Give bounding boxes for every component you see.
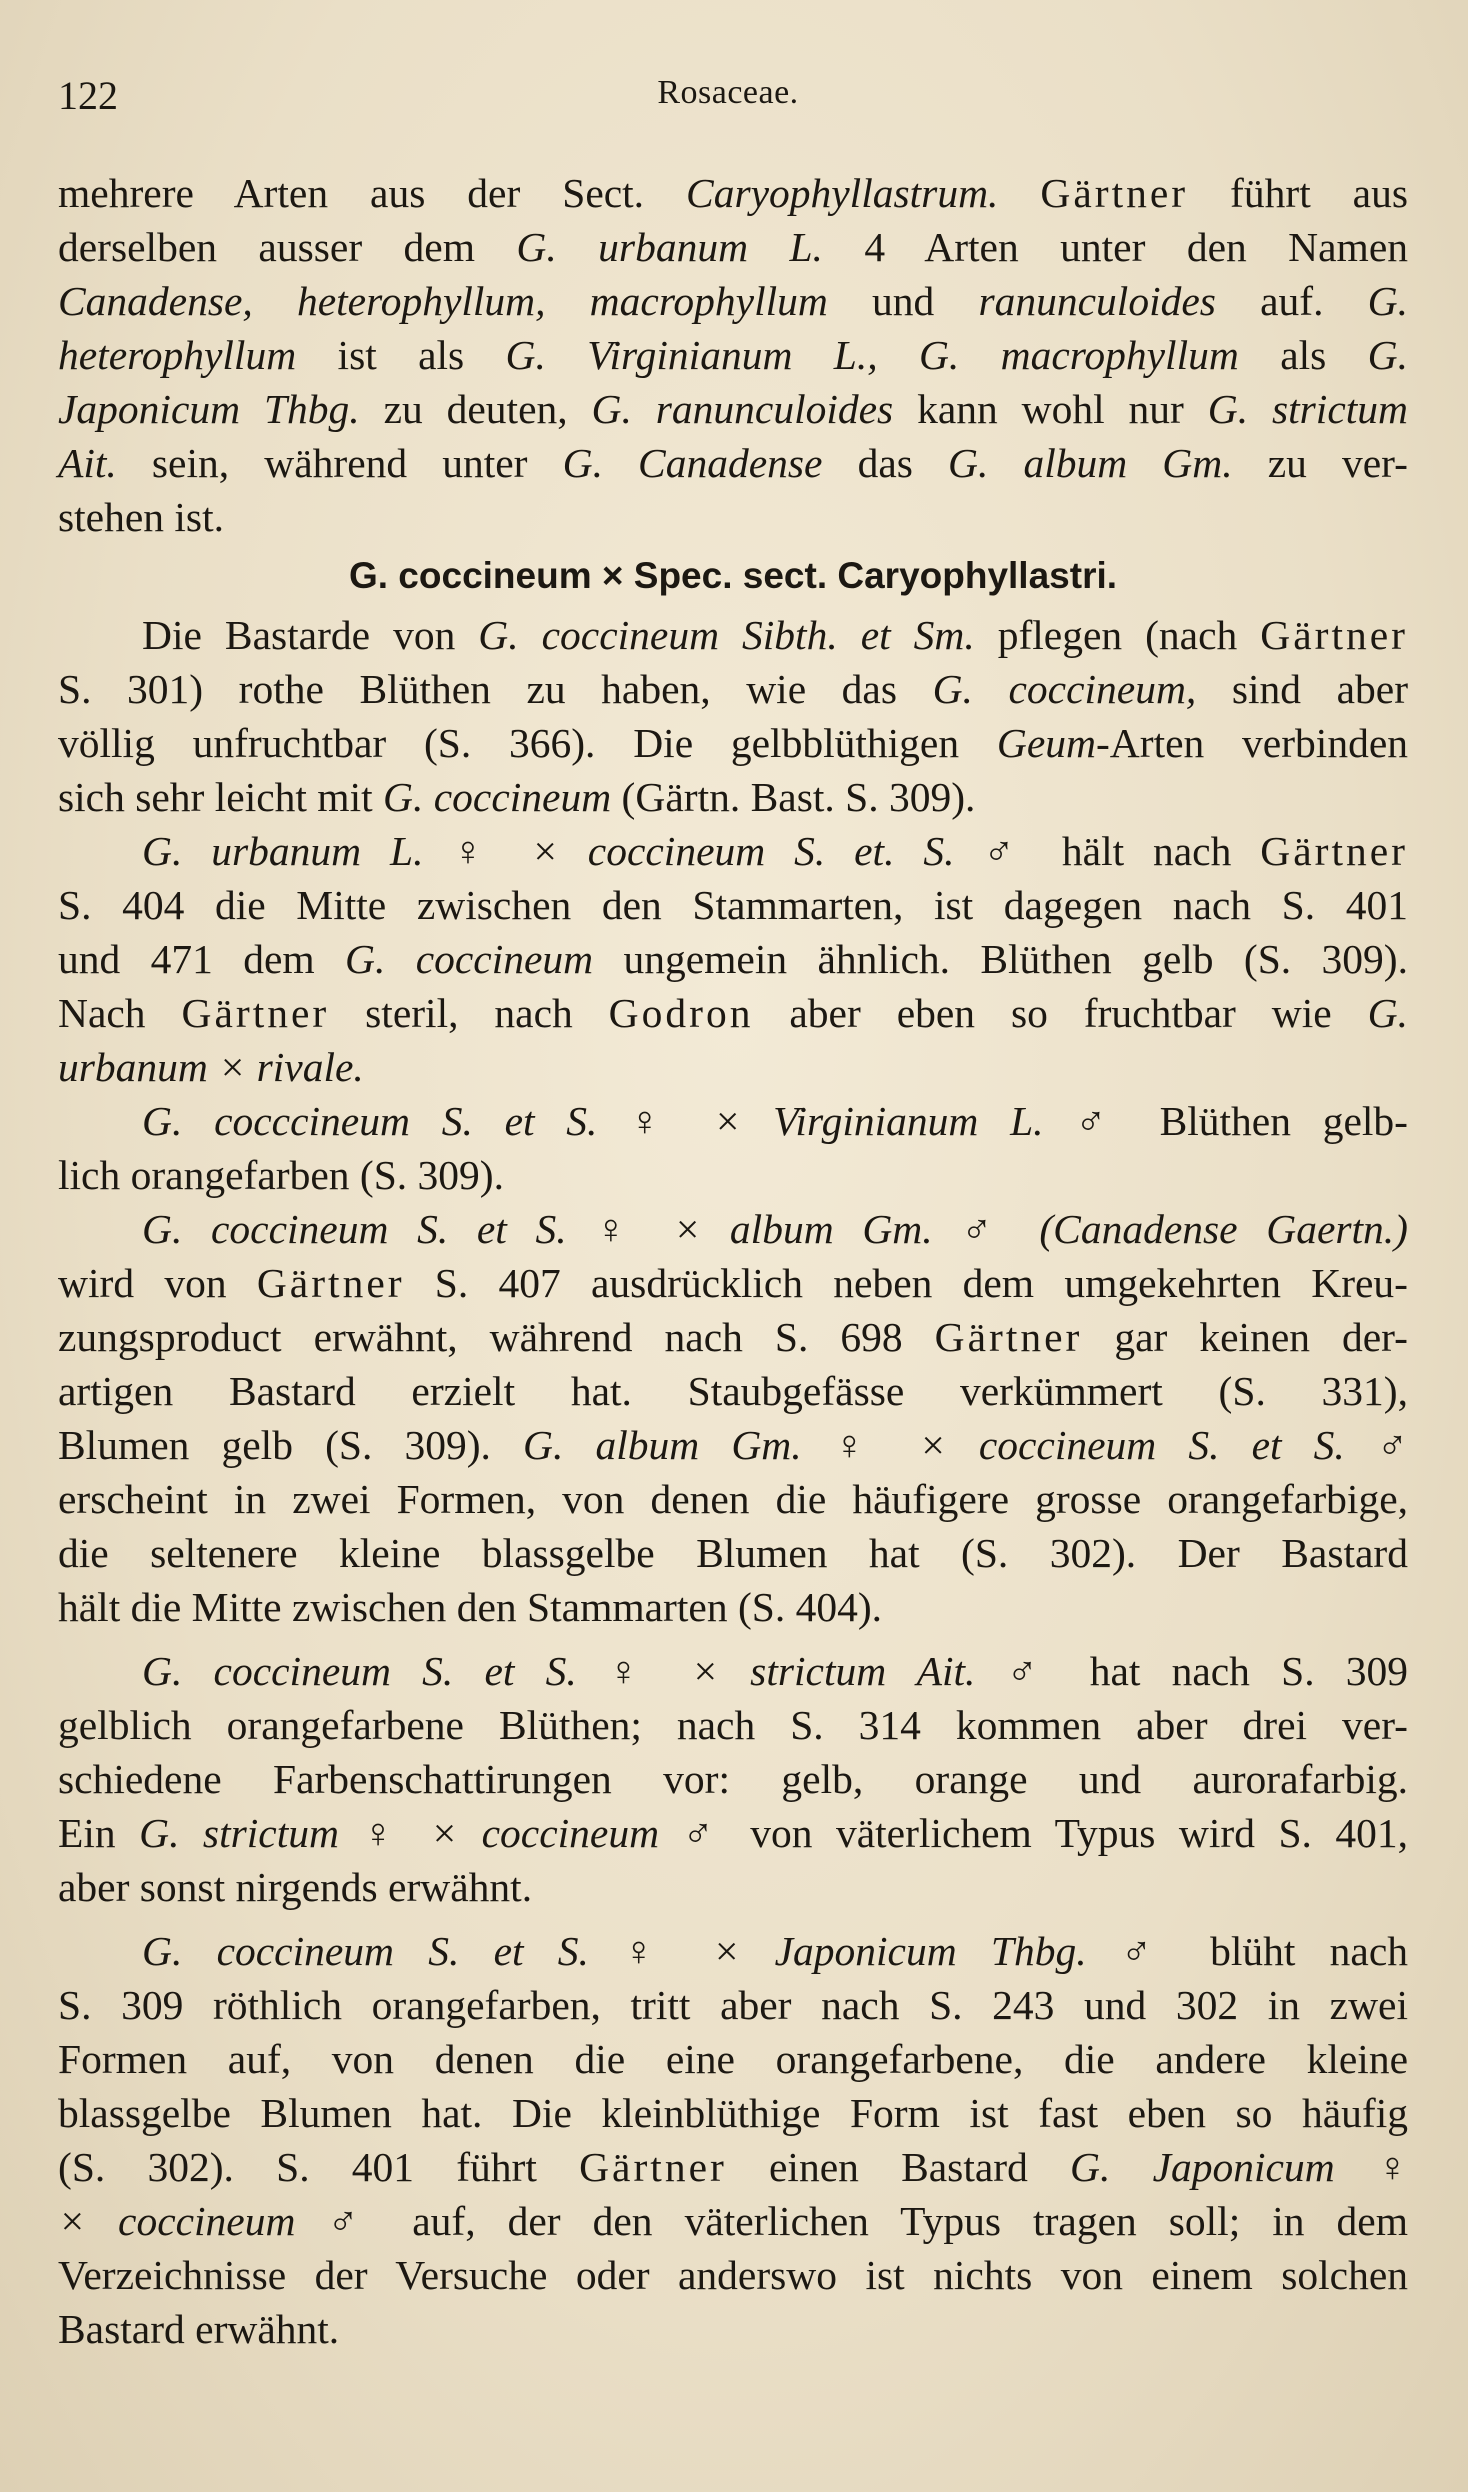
text-run: Godron bbox=[608, 990, 754, 1036]
text-run: schiedene Farbenschattirungen vor: gelb, orange und aurorafarbig. bbox=[58, 1756, 1408, 1802]
text-run: -Arten verbinden bbox=[1095, 720, 1408, 766]
text-run: G. bbox=[1367, 278, 1408, 324]
text-line bbox=[58, 382, 1408, 436]
text-run: (S. 302). S. 401 führt bbox=[58, 2144, 580, 2190]
text-run: Geum bbox=[996, 720, 1096, 766]
text-run: lich orangefarben (S. 309). bbox=[58, 1152, 504, 1198]
text-run: G. album Gm. bbox=[948, 440, 1233, 486]
text-run: G. cocccineum S. et S. ♀ × Virginianum L. ♂ bbox=[142, 1098, 1128, 1144]
text-run: G. coccineum × Spec. sect. Caryophyllastri. bbox=[348, 555, 1118, 596]
text-run: G. bbox=[1367, 990, 1408, 1036]
text-run: erscheint in zwei Formen, von denen die häufigere grosse orangefarbige, bbox=[58, 1476, 1408, 1522]
text-run: hält die Mitte zwischen den Stammarten (S. 404). bbox=[58, 1584, 883, 1630]
text-line bbox=[58, 1580, 1408, 1634]
text-line bbox=[58, 490, 1408, 544]
text-line bbox=[58, 824, 1408, 878]
text-run: derselben ausser dem bbox=[58, 224, 517, 270]
text-line bbox=[58, 1040, 1408, 1094]
text-run: G. Canadense bbox=[562, 440, 823, 486]
text-run bbox=[998, 170, 1040, 216]
text-line bbox=[58, 662, 1408, 716]
text-line bbox=[58, 1202, 1408, 1256]
text-run: führt aus bbox=[1188, 170, 1408, 216]
text-run: G. coccineum S. et S. ♀ × Japonicum Thbg. ♂ bbox=[142, 1928, 1176, 1974]
text-run: G. coccineum S. et S. ♀ × strictum Ait. ♂ bbox=[142, 1648, 1059, 1694]
text-run: gar keinen der- bbox=[1082, 1314, 1408, 1360]
text-run: × coccineum ♂ bbox=[58, 2198, 381, 2244]
text-run: Nach bbox=[58, 990, 182, 1036]
text-run: hat nach S. 309 bbox=[1058, 1648, 1408, 1694]
text-run: sein, während unter bbox=[116, 440, 563, 486]
text-line bbox=[58, 1860, 1408, 1914]
text-line bbox=[58, 1978, 1408, 2032]
text-run: G. bbox=[1367, 332, 1408, 378]
text-line bbox=[58, 328, 1408, 382]
text-line bbox=[58, 932, 1408, 986]
text-run: und bbox=[827, 278, 979, 324]
text-run: G. strictum bbox=[1207, 386, 1409, 432]
text-run: hält nach bbox=[1033, 828, 1261, 874]
page-number: 122 bbox=[58, 73, 118, 118]
text-run: kann wohl nur bbox=[893, 386, 1208, 432]
text-run: ungemein ähnlich. Blüthen gelb (S. 309). bbox=[593, 936, 1408, 982]
text-line bbox=[58, 2140, 1408, 2194]
text-run: Gärtner bbox=[1260, 612, 1408, 658]
text-run: Gärtner bbox=[934, 1314, 1083, 1360]
text-line bbox=[58, 1644, 1408, 1698]
text-line bbox=[58, 220, 1408, 274]
text-run: Blüthen gelb- bbox=[1127, 1098, 1408, 1144]
text-run: als bbox=[1238, 332, 1368, 378]
text-line bbox=[58, 2194, 1408, 2248]
text-run: Gärtner bbox=[181, 990, 330, 1036]
text-run: aber sonst nirgends erwähnt. bbox=[58, 1864, 533, 1910]
text-run: Ein bbox=[58, 1810, 140, 1856]
text-run: G. urbanum L. ♀ × coccineum S. et. S. ♂ bbox=[142, 828, 1033, 874]
text-run: mehrere Arten aus der Sect. bbox=[58, 170, 687, 216]
text-line bbox=[58, 1472, 1408, 1526]
text-run: einen Bastard bbox=[726, 2144, 1071, 2190]
text-run: aber eben so fruchtbar wie bbox=[753, 990, 1368, 1036]
text-line bbox=[58, 716, 1408, 770]
text-line bbox=[58, 436, 1408, 490]
text-line bbox=[58, 1418, 1408, 1472]
text-run: Japonicum Thbg. bbox=[58, 386, 360, 432]
text-run: G. Japonicum ♀ bbox=[1070, 2144, 1408, 2190]
text-run: völlig unfruchtbar (S. 366). Die gelbblüthigen bbox=[58, 720, 997, 766]
text-run: Formen auf, von denen die eine orangefarbene, die andere kleine bbox=[58, 2036, 1408, 2082]
text-run: zungsproduct erwähnt, während nach S. 698 bbox=[58, 1314, 935, 1360]
text-line bbox=[58, 1256, 1408, 1310]
text-line bbox=[58, 1526, 1408, 1580]
text-run: auf. bbox=[1215, 278, 1368, 324]
section-heading bbox=[58, 546, 1408, 604]
text-run: artigen Bastard erzielt hat. Staubgefässe verkümmert (S. 331), bbox=[58, 1368, 1408, 1414]
text-run: sind aber bbox=[1196, 666, 1409, 712]
text-run: Gärtner bbox=[1040, 170, 1189, 216]
text-run: steril, nach bbox=[329, 990, 609, 1036]
text-line bbox=[58, 1698, 1408, 1752]
text-line bbox=[58, 2086, 1408, 2140]
text-run: sich sehr leicht mit bbox=[58, 774, 384, 820]
text-run: S. 309 röthlich orangefarben, tritt aber nach S. 243 und 302 in zwei bbox=[58, 1982, 1408, 2028]
text-run: Caryophyllastrum. bbox=[686, 170, 999, 216]
text-line bbox=[58, 274, 1408, 328]
text-run: Verzeichnisse der Versuche oder anderswo ist nichts von einem solchen bbox=[58, 2252, 1408, 2298]
text-run: G. album Gm. ♀ × coccineum S. et S. ♂ bbox=[523, 1422, 1408, 1468]
text-run: wird von bbox=[58, 1260, 257, 1306]
text-run: S. 301) rothe Blüthen zu haben, wie das bbox=[58, 666, 933, 712]
text-run: Canadense, heterophyllum, macrophyllum bbox=[58, 278, 828, 324]
text-run: G. ranunculoides bbox=[591, 386, 894, 432]
text-run: Ait. bbox=[58, 440, 117, 486]
text-line bbox=[58, 608, 1408, 662]
text-run: ist als bbox=[296, 332, 506, 378]
text-line bbox=[58, 1924, 1408, 1978]
text-line bbox=[58, 1148, 1408, 1202]
text-run: blassgelbe Blumen hat. Die kleinblüthige Form ist fast eben so häufig bbox=[58, 2090, 1408, 2136]
text-run: pflegen (nach bbox=[974, 612, 1261, 658]
text-line bbox=[58, 1752, 1408, 1806]
page-header bbox=[58, 72, 1398, 132]
text-run: Gärtner bbox=[1260, 828, 1408, 874]
text-run: G. coccineum bbox=[383, 774, 612, 820]
text-run: (Gärtn. Bast. S. 309). bbox=[611, 774, 976, 820]
text-run: urbanum × rivale. bbox=[58, 1044, 364, 1090]
text-run: G. strictum ♀ × coccineum ♂ bbox=[139, 1810, 727, 1856]
text-run: die seltenere kleine blassgelbe Blumen hat (S. 302). Der Bastard bbox=[58, 1530, 1408, 1576]
text-run: stehen ist. bbox=[58, 494, 224, 540]
text-run: und 471 dem bbox=[58, 936, 345, 982]
text-run: Gärtner bbox=[579, 2144, 727, 2190]
text-run: G. coccineum bbox=[345, 936, 594, 982]
text-line bbox=[58, 166, 1408, 220]
text-run: Bastard erwähnt. bbox=[58, 2306, 340, 2352]
text-run: G. coccineum Sibth. et Sm. bbox=[478, 612, 975, 658]
text-line bbox=[58, 1806, 1408, 1860]
text-run: gelblich orangefarbene Blüthen; nach S. 314 kommen aber drei ver- bbox=[58, 1702, 1408, 1748]
text-line bbox=[58, 2302, 1408, 2356]
text-line bbox=[58, 1094, 1408, 1148]
text-line bbox=[58, 2032, 1408, 2086]
text-line bbox=[58, 1364, 1408, 1418]
text-line bbox=[58, 986, 1408, 1040]
text-run: das bbox=[822, 440, 948, 486]
text-line bbox=[58, 2248, 1408, 2302]
text-run: blüht nach bbox=[1175, 1928, 1408, 1974]
text-run: heterophyllum bbox=[58, 332, 297, 378]
text-line bbox=[58, 1310, 1408, 1364]
text-run: S. 407 ausdrücklich neben dem umgekehrten Kreu- bbox=[404, 1260, 1409, 1306]
text-run: G. urbanum L. bbox=[516, 224, 823, 270]
text-line bbox=[58, 878, 1408, 932]
body-text bbox=[58, 166, 1408, 2356]
text-run: Gärtner bbox=[256, 1260, 405, 1306]
text-run: G. coccineum, bbox=[932, 666, 1197, 712]
text-line bbox=[58, 770, 1408, 824]
text-run: von väterlichem Typus wird S. 401, bbox=[726, 1810, 1408, 1856]
running-head: Rosaceae. bbox=[657, 74, 799, 111]
text-run: zu deuten, bbox=[359, 386, 592, 432]
text-run: G. Virginianum L., G. macrophyllum bbox=[505, 332, 1239, 378]
text-run: S. 404 die Mitte zwischen den Stammarten, ist dagegen nach S. 401 bbox=[58, 882, 1408, 928]
text-run: auf, der den väterlichen Typus tragen soll; in dem bbox=[380, 2198, 1408, 2244]
text-run: Blumen gelb (S. 309). bbox=[58, 1422, 524, 1468]
text-run: Die Bastarde von bbox=[142, 612, 479, 658]
text-run: 4 Arten unter den Namen bbox=[822, 224, 1409, 270]
text-run: ranunculoides bbox=[978, 278, 1216, 324]
text-run: G. coccineum S. et S. ♀ × album Gm. ♂ (Canadense Gaertn.) bbox=[142, 1206, 1408, 1252]
text-run: zu ver- bbox=[1232, 440, 1408, 486]
